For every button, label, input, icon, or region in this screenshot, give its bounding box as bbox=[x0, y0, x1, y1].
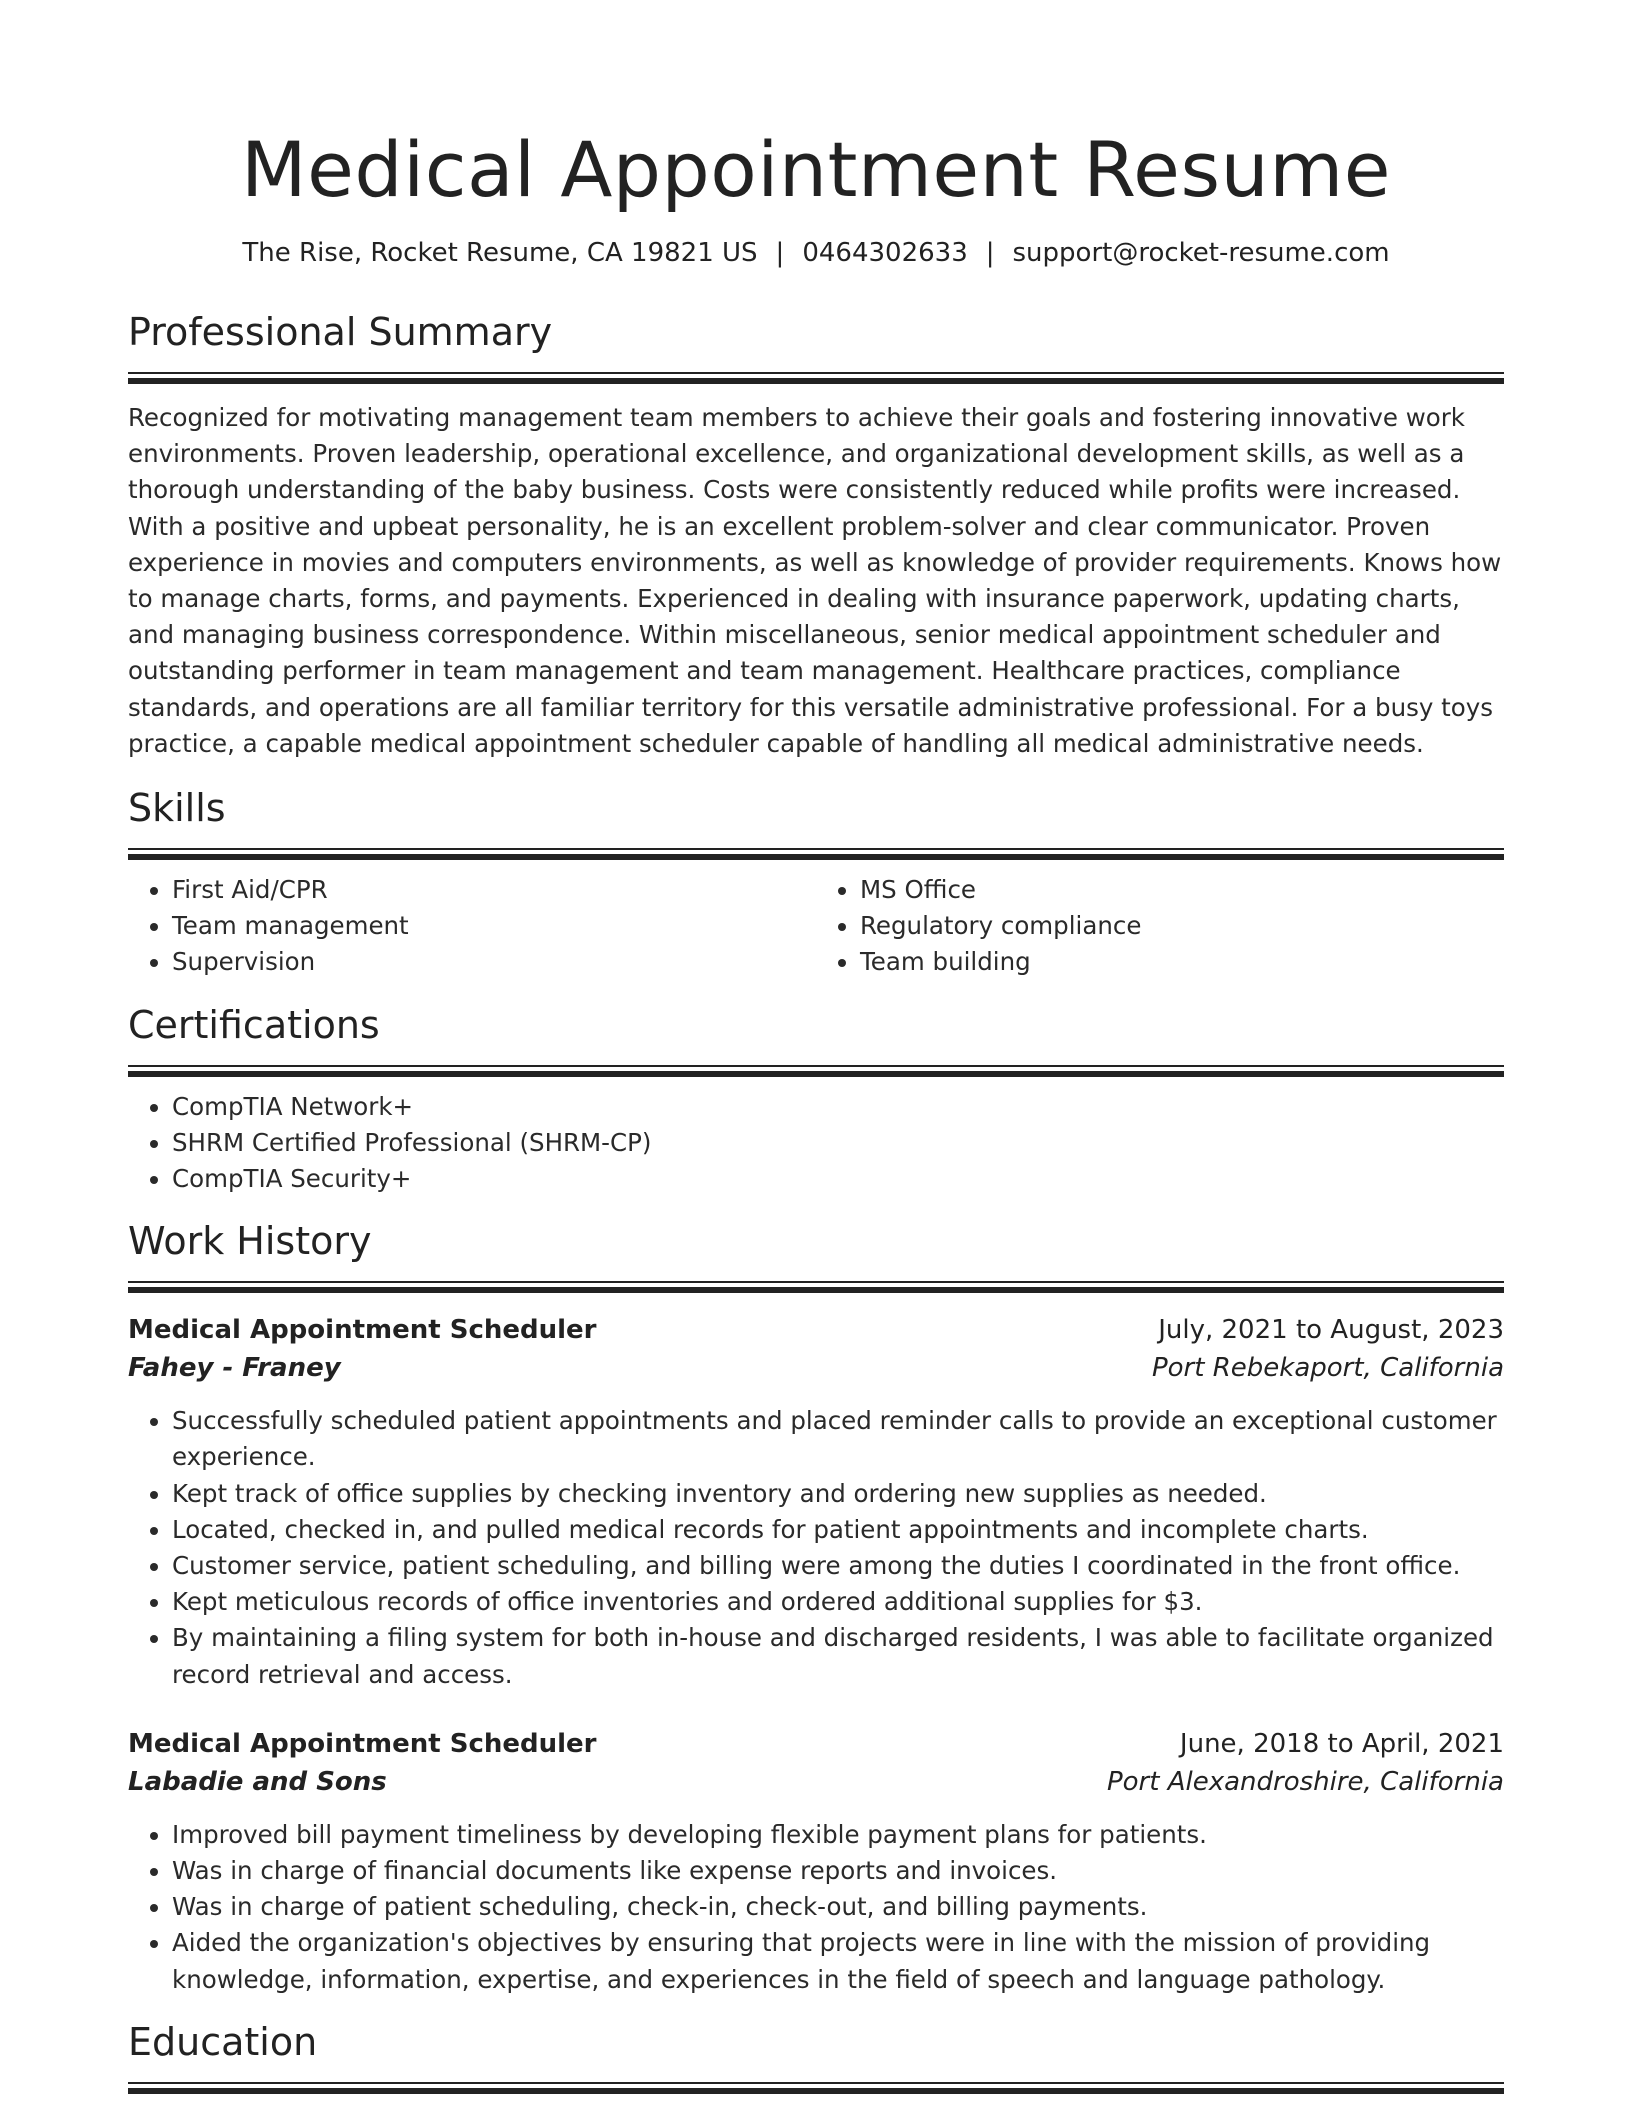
certification-item: • CompTIA Network+ bbox=[172, 1089, 1504, 1125]
summary-text: Recognized for motivating management team members to achieve their goals and fostering innovative work environments. Proven leadership, operational excellence, and organizational development skills, as well as a thorough understanding of the baby business. Costs were consistently reduced while profits were increased. With a positive and upbeat personality, he is an excellent problem-solver and clear communicator. Proven experience in movies and computers environments, as well as knowledge of provider requirements. Knows how to manage charts, forms, and payments. Experienced in dealing with insurance paperwork, updating charts, and managing business correspondence. Within miscellaneous, senior medical appointment scheduler and outstanding performer in team management and team management. Healthcare practices, compliance standards, and operations are all familiar territory for this versatile administrative professional. For a busy toys practice, a capable medical appointment scheduler capable of handling all medical administrative needs. bbox=[128, 403, 1502, 758]
job-bullet: • Customer service, patient scheduling, and billing were among the duties I coordinated in the front office. bbox=[172, 1548, 1504, 1584]
skills-list-right bbox=[816, 872, 1504, 981]
job-bullet: • By maintaining a filing system for both in-house and discharged residents, I was able to facilitate organized record retrieval and access. bbox=[172, 1620, 1504, 1692]
section-divider bbox=[128, 848, 1504, 860]
summary-section bbox=[128, 308, 1504, 762]
job-title: Medical Appointment Scheduler bbox=[128, 1728, 597, 1759]
section-divider bbox=[128, 1065, 1504, 1077]
job-bullet: • Kept track of office supplies by checking inventory and ordering new supplies as needed. bbox=[172, 1476, 1504, 1512]
contact-line bbox=[128, 236, 1504, 270]
education-section bbox=[128, 2018, 1504, 2094]
job-bullet: • Aided the organization's objectives by ensuring that projects were in line with the mission of providing knowledge, information, expertise, and experiences in the field of speech and language pathology. bbox=[172, 1925, 1504, 1997]
skill-item: • MS Office bbox=[860, 872, 1504, 908]
resume-page bbox=[128, 0, 1504, 2094]
skill-item: • Regulatory compliance bbox=[860, 908, 1504, 944]
section-title-education: Education bbox=[128, 2019, 318, 2064]
certification-item: • SHRM Certified Professional (SHRM-CP) bbox=[172, 1125, 1504, 1161]
skill-item: • Supervision bbox=[172, 944, 816, 980]
job-subheader-row bbox=[128, 1763, 1504, 1801]
section-divider bbox=[128, 1281, 1504, 1293]
job-bullet: • Kept meticulous records of office inventories and ordered additional supplies for $3. bbox=[172, 1584, 1504, 1620]
job-bullet: • Successfully scheduled patient appointments and placed reminder calls to provide an exceptional customer experience. bbox=[172, 1403, 1504, 1475]
skills-list-left bbox=[128, 872, 816, 981]
certifications-list bbox=[128, 1089, 1504, 1198]
contact-email: support@rocket-resume.com bbox=[1012, 238, 1390, 268]
contact-address: The Rise, Rocket Resume, CA 19821 US bbox=[242, 238, 758, 268]
section-divider bbox=[128, 372, 1504, 384]
contact-separator: | bbox=[985, 238, 995, 268]
section-title-certifications: Certifications bbox=[128, 1002, 380, 1047]
job-entry bbox=[128, 1311, 1504, 1693]
section-divider bbox=[128, 2082, 1504, 2094]
job-subheader-row bbox=[128, 1349, 1504, 1387]
job-title: Medical Appointment Scheduler bbox=[128, 1315, 597, 1346]
job-header-row bbox=[128, 1725, 1504, 1763]
job-bullet: • Was in charge of patient scheduling, check-in, check-out, and billing payments. bbox=[172, 1889, 1504, 1925]
resume-name: Medical Appointment Resume bbox=[241, 125, 1391, 214]
job-bullet: • Located, checked in, and pulled medical records for patient appointments and incomplete charts. bbox=[172, 1512, 1504, 1548]
job-bullets bbox=[128, 1817, 1504, 1998]
job-location: Port Rebekaport, California bbox=[1151, 1353, 1504, 1384]
section-title-summary: Professional Summary bbox=[128, 310, 553, 354]
contact-phone: 0464302633 bbox=[802, 238, 968, 268]
job-bullet: • Improved bill payment timeliness by developing flexible payment plans for patients. bbox=[172, 1817, 1504, 1853]
skills-section bbox=[128, 784, 1504, 981]
job-entry bbox=[128, 1725, 1504, 1998]
section-title-work-history: Work History bbox=[128, 1219, 372, 1264]
job-company: Labadie and Sons bbox=[128, 1766, 387, 1797]
skill-item: • Team building bbox=[860, 944, 1504, 980]
section-title-skills: Skills bbox=[128, 786, 226, 831]
certification-item: • CompTIA Security+ bbox=[172, 1161, 1504, 1197]
job-location: Port Alexandroshire, California bbox=[1106, 1766, 1504, 1797]
skills-columns bbox=[128, 872, 1504, 981]
certifications-section bbox=[128, 1001, 1504, 1198]
contact-separator: | bbox=[775, 238, 785, 268]
job-dates: July, 2021 to August, 2023 bbox=[1158, 1315, 1504, 1346]
skill-item: • Team management bbox=[172, 908, 816, 944]
job-dates: June, 2018 to April, 2021 bbox=[1179, 1728, 1504, 1759]
resume-header bbox=[128, 120, 1504, 270]
skill-item: • First Aid/CPR bbox=[172, 872, 816, 908]
job-bullets bbox=[128, 1403, 1504, 1693]
job-bullet: • Was in charge of financial documents like expense reports and invoices. bbox=[172, 1853, 1504, 1889]
job-company: Fahey - Franey bbox=[128, 1353, 341, 1384]
work-history-section bbox=[128, 1217, 1504, 1998]
job-header-row bbox=[128, 1311, 1504, 1349]
